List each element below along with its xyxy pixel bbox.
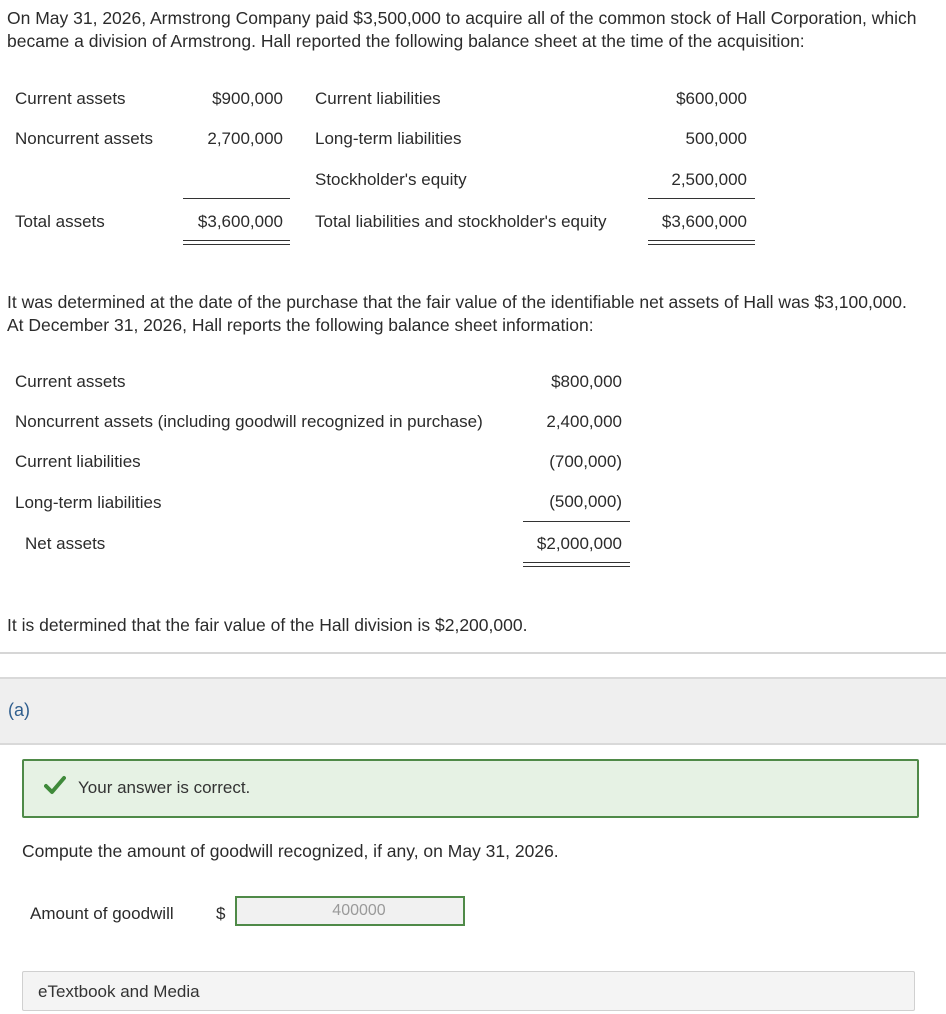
- intro-line-2: became a division of Armstrong. Hall reported the following balance sheet at the time of the acquisition:: [7, 31, 805, 51]
- bs1-total-le-label: Total liabilities and stockholder's equity: [315, 212, 607, 231]
- bs1-total-le-value: $3,600,000: [661, 212, 747, 231]
- bs2-row-value: (700,000): [549, 452, 622, 471]
- bs2-underline: [523, 521, 630, 522]
- correct-feedback-box: [22, 759, 919, 818]
- bs1-noncurrent-assets-label: Noncurrent assets: [15, 129, 153, 148]
- etextbook-label: eTextbook and Media: [38, 982, 200, 1001]
- bs2-row-value: (500,000): [549, 492, 622, 511]
- bs1-noncurrent-assets-value: 2,700,000: [207, 129, 283, 148]
- bs1-current-assets-value: $900,000: [212, 89, 283, 108]
- question-text: Compute the amount of goodwill recognized, if any, on May 31, 2026.: [22, 841, 559, 861]
- bs1-total-assets-label: Total assets: [15, 212, 105, 231]
- bs1-assets-underline: [183, 198, 290, 199]
- middle-line-1: It was determined at the date of the purchase that the fair value of the identifiable net assets of Hall was $3,100,000.: [7, 292, 907, 312]
- bs1-current-liabilities-label: Current liabilities: [315, 89, 441, 108]
- answer-label: Amount of goodwill: [30, 904, 174, 923]
- checkmark-icon: [44, 775, 66, 795]
- intro-line-1: On May 31, 2026, Armstrong Company paid $3,500,000 to acquire all of the common stock of Hall Corporation, which: [7, 8, 917, 28]
- bs2-row-value: $800,000: [551, 372, 622, 391]
- bs2-double-underline: [523, 562, 630, 567]
- bs1-equity-label: Stockholder's equity: [315, 170, 467, 189]
- etextbook-media-panel[interactable]: [22, 971, 915, 1011]
- part-label: (a): [8, 700, 30, 720]
- bs1-assets-double-underline: [183, 240, 290, 245]
- bs2-net-assets-label: Net assets: [25, 534, 106, 553]
- bs2-net-assets-value: $2,000,000: [536, 534, 622, 553]
- bs1-le-double-underline: [648, 240, 755, 245]
- bs1-longterm-liabilities-label: Long-term liabilities: [315, 129, 462, 148]
- part-header: [0, 677, 946, 745]
- bs2-row-label: Long-term liabilities: [15, 493, 162, 512]
- bs1-equity-value: 2,500,000: [671, 170, 747, 189]
- bs1-le-underline: [648, 198, 755, 199]
- intro-paragraph: [7, 7, 917, 53]
- bs1-current-liabilities-value: $600,000: [676, 89, 747, 108]
- section-divider: [0, 652, 946, 654]
- bs2-row-label: Noncurrent assets (including goodwill recognized in purchase): [15, 412, 483, 431]
- bs1-current-assets-label: Current assets: [15, 89, 126, 108]
- bs1-total-assets-value: $3,600,000: [197, 212, 283, 231]
- goodwill-amount-input[interactable]: [235, 896, 465, 926]
- middle-line-2: At December 31, 2026, Hall reports the following balance sheet information:: [7, 315, 594, 335]
- bs2-row-label: Current liabilities: [15, 452, 141, 471]
- bs2-row-value: 2,400,000: [546, 412, 622, 431]
- bs2-row-label: Current assets: [15, 372, 126, 391]
- bs1-longterm-liabilities-value: 500,000: [685, 129, 747, 148]
- middle-paragraph: [7, 291, 907, 337]
- fair-value-statement: It is determined that the fair value of the Hall division is $2,200,000.: [7, 615, 528, 635]
- feedback-text: Your answer is correct.: [78, 778, 251, 797]
- currency-symbol: $: [216, 904, 226, 923]
